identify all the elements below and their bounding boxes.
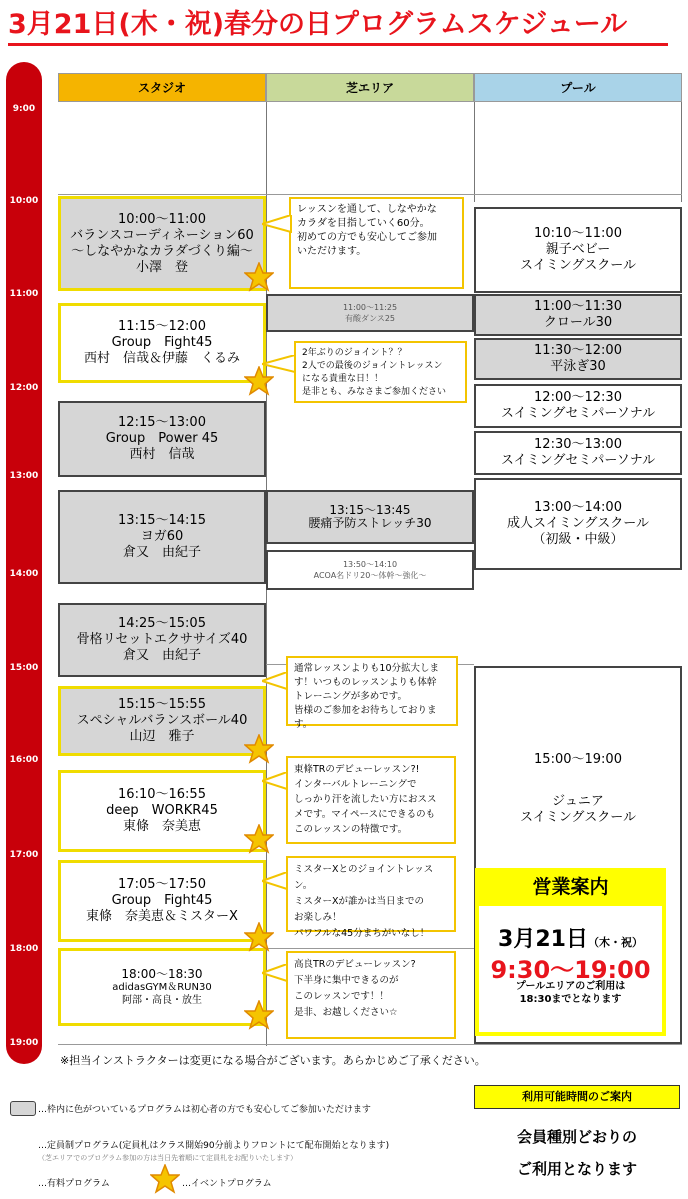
hour-label: 14:00 <box>9 569 39 579</box>
program-time: 12:15〜13:00 <box>118 415 206 430</box>
program-time: 17:05〜17:50 <box>118 877 206 892</box>
business-date-main: 3月21日 <box>498 927 588 952</box>
program-name: ジュニア <box>552 794 604 809</box>
note-pointer <box>262 772 288 790</box>
note-pointer <box>262 215 292 233</box>
program-note: レッスンを通して、しなやかな カラダを目指していく60分。 初めての方でも安心してご参加 いただけます。 <box>289 197 464 289</box>
program-time: 14:25〜15:05 <box>118 616 206 631</box>
usage-text-line2: ご利用となります <box>516 1160 637 1178</box>
pool-hours-note: プールエリアのご利用は 18:30までとなります <box>515 981 626 1005</box>
program-name: deep WORKR45 <box>106 803 218 818</box>
pool-program[interactable] <box>474 207 682 293</box>
program-time: 13:00〜14:00 <box>534 500 622 515</box>
program-time: 11:00〜11:25 <box>342 303 398 312</box>
program-instructor: 倉又 由紀子 <box>122 648 201 663</box>
program-name: 平泳ぎ30 <box>550 359 606 374</box>
business-date <box>477 922 664 953</box>
studio-program[interactable] <box>58 770 266 852</box>
program-name: Group Fight45 <box>111 335 213 350</box>
legend-paid-text: …有料プログラム <box>38 1179 110 1189</box>
program-name: バランスコーディネーション60 <box>70 227 254 243</box>
program-note: 通常レッスンよりも10分拡大しま す！いつものレッスンよりも体幹 トレーニングが多めです。 皆様のご参加をお待ちしております。 <box>286 656 458 726</box>
program-note: ミスターXとのジョイントレッスン。 ミスターXが誰かは当日までの お楽しみ！ パワフルな45分まちがいなし！ <box>286 856 456 932</box>
program-note: 2年ぶりのジョイント？？ 2人での最後のジョイントレッスン になる貴重な日！！ 是非とも、みなさまご参加ください <box>294 341 467 403</box>
pool-program[interactable] <box>474 384 682 428</box>
studio-program[interactable] <box>58 603 266 677</box>
hour-label: 15:00 <box>9 663 39 673</box>
program-instructor: 小澤 登 <box>135 259 188 275</box>
program-time: 15:00〜19:00 <box>534 752 622 767</box>
hour-label: 12:00 <box>9 383 39 393</box>
studio-program[interactable] <box>58 303 266 383</box>
event-star-icon <box>244 262 274 292</box>
legend-fixed-text: …定員制プログラム(定員札はクラス開始90分前よりフロントにて配布開始となります) <box>38 1141 390 1151</box>
program-name: 腰痛予防ストレッチ30 <box>308 516 432 530</box>
program-time: 13:50〜14:10 <box>342 560 398 569</box>
program-instructor: 東條 奈美恵＆ミスターX <box>86 909 238 924</box>
note-pointer <box>262 672 288 690</box>
hour-label: 11:00 <box>9 289 39 299</box>
studio-program[interactable] <box>58 196 266 291</box>
event-star-icon <box>244 734 274 764</box>
program-instructor: 東條 奈美恵 <box>122 819 201 834</box>
pool-program[interactable] <box>474 338 682 380</box>
studio-program[interactable] <box>58 490 266 584</box>
program-time: 12:00〜12:30 <box>534 390 622 405</box>
event-star-icon <box>244 366 274 396</box>
turf-program[interactable] <box>266 294 474 332</box>
note-pointer <box>262 964 288 982</box>
business-hours: 9:30〜19:00 <box>490 956 651 984</box>
event-star-icon <box>244 824 274 854</box>
event-star-icon <box>244 922 274 952</box>
legend-grey-swatch <box>10 1101 36 1116</box>
legend-fixed-subtext: （芝エリアでのプログラム参加の方は当日先着順にて定員札をお配りいたします） <box>38 1154 298 1162</box>
legend-event-text: …イベントプログラム <box>182 1179 272 1189</box>
program-note: 東條TRのデビューレッスン?! インターバルトレーニングで しっかり汗を流したい方におスス メです。マイペースにできるのも このレッスンの特徴です。 <box>286 756 456 844</box>
program-instructor: 倉又 由紀子 <box>122 545 201 560</box>
program-name: ヨガ60 <box>140 529 184 544</box>
grid-divider <box>681 102 682 202</box>
studio-program[interactable] <box>58 948 266 1026</box>
hour-label: 9:00 <box>12 104 36 114</box>
program-time: 11:30〜12:00 <box>534 343 622 358</box>
program-name: Group Power 45 <box>105 431 219 446</box>
note-pointer <box>262 872 288 890</box>
grid-divider <box>266 948 474 949</box>
program-time: 12:30〜13:00 <box>534 437 622 452</box>
program-name: adidasGYM＆RUN30 <box>112 981 212 993</box>
studio-program[interactable] <box>58 401 266 477</box>
hour-label: 17:00 <box>9 850 39 860</box>
hour-label: 19:00 <box>9 1038 39 1048</box>
program-name: ACOA名ドリ20〜体幹〜強化〜 <box>313 571 427 580</box>
hour-label: 13:00 <box>9 471 39 481</box>
program-name: スイミングセミパーソナル <box>500 406 656 421</box>
business-date-suffix: （木・祝） <box>587 936 643 949</box>
legend-event-star-icon <box>150 1164 180 1194</box>
program-name: Group Fight45 <box>111 893 213 908</box>
program-name: クロール30 <box>543 315 613 330</box>
business-info-heading: 営業案内 <box>475 868 666 906</box>
program-name: 親子ベビー <box>545 242 611 257</box>
grid-divider <box>58 194 682 195</box>
event-star-icon <box>244 1000 274 1030</box>
pool-program[interactable] <box>474 478 682 570</box>
program-name: 骨格リセットエクササイズ40 <box>76 632 248 647</box>
pool-program[interactable] <box>474 431 682 475</box>
program-time: 10:10〜11:00 <box>534 226 622 241</box>
program-instructor: 西村 信哉＆伊藤 くるみ <box>83 351 240 366</box>
program-name-line2: スイミングスクール <box>519 810 637 825</box>
instructor-change-note: ※担当インストラクターは変更になる場合がございます。あらかじめご了承ください。 <box>60 1054 486 1067</box>
program-instructor: 西村 信哉 <box>129 447 195 462</box>
program-time: 16:10〜16:55 <box>118 787 206 802</box>
usage-text-line1: 会員種別どおりの <box>516 1128 637 1146</box>
hour-label: 16:00 <box>9 755 39 765</box>
grid-divider <box>58 1044 682 1045</box>
program-time: 13:15〜13:45 <box>329 503 411 517</box>
program-time: 11:00〜11:30 <box>534 299 622 314</box>
column-header-turf: 芝エリア <box>266 73 474 102</box>
hour-label: 18:00 <box>9 944 39 954</box>
studio-program[interactable] <box>58 860 266 942</box>
legend-grey-text: …枠内に色がついているプログラムは初心者の方でも安心してご参加いただけます <box>38 1105 371 1115</box>
column-header-pool: プール <box>474 73 682 102</box>
program-note: 高良TRのデビューレッスン? 下半身に集中できるのが このレッスンです！！ 是非、お越しください☆ <box>286 951 456 1039</box>
program-time: 13:15〜14:15 <box>118 513 206 528</box>
program-time: 18:00〜18:30 <box>121 966 203 981</box>
program-time: 10:00〜11:00 <box>118 211 206 227</box>
program-instructor: 山辺 雅子 <box>129 729 195 744</box>
turf-program[interactable] <box>266 550 474 590</box>
turf-program[interactable] <box>266 490 474 544</box>
program-name: 成人スイミングスクール <box>506 516 650 531</box>
page-title: 3月21日(木・祝)春分の日プログラムスケジュール <box>8 6 668 46</box>
program-subtitle: 〜しなやかなカラダづくり編〜 <box>71 243 253 259</box>
column-header-studio: スタジオ <box>58 73 266 102</box>
grid-divider <box>474 102 475 202</box>
usage-hours-label: 利用可能時間のご案内 <box>474 1085 680 1109</box>
pool-program[interactable] <box>474 294 682 336</box>
program-name-line2: （初級・中級） <box>532 532 624 547</box>
hour-label: 10:00 <box>9 196 39 206</box>
program-time: 11:15〜12:00 <box>118 319 206 334</box>
program-name: スペシャルバランスボール40 <box>76 713 248 728</box>
studio-program[interactable] <box>58 686 266 756</box>
program-name: 有酸ダンス25 <box>344 314 396 323</box>
time-bar <box>6 62 42 1064</box>
program-time: 15:15〜15:55 <box>118 697 206 712</box>
program-name-line2: スイミングスクール <box>519 258 637 273</box>
program-name: スイミングセミパーソナル <box>500 453 656 468</box>
program-instructor: 阿部・高良・放生 <box>122 994 202 1006</box>
